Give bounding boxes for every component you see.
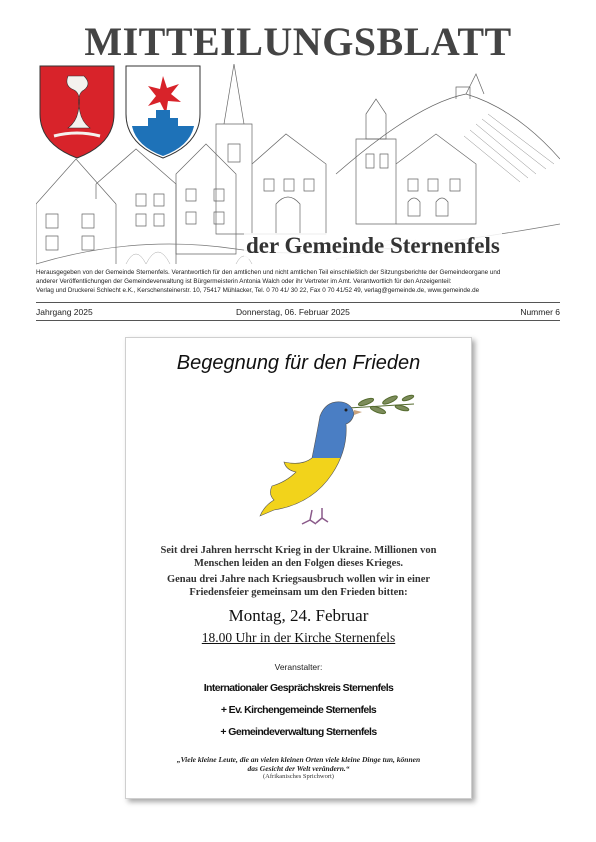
- text-line: Friedensfeier gemeinsam um den Frieden bitten:: [189, 587, 408, 598]
- coat-of-arms-left: [40, 66, 114, 158]
- imprint-line: Verlag und Druckerei Schlecht e.K., Kerschensteinerstr. 10, 75417 Mühlacker, Tel. 0 70 41/ 30 22, Fax 0 70 41/52 49, verlag@gemeinde.de, www.gemeinde.de: [36, 287, 480, 294]
- imprint-line: anderer Veröffentlichungen der Gemeindeverwaltung ist Bürgermeisterin Antonia Walch oder ihr Vertreter im Amt. Verantwortlich für den Anzeigenteil:: [36, 278, 452, 285]
- poster-title: Begegnung für den Frieden: [176, 352, 421, 374]
- issue-date: Donnerstag, 06. Februar 2025: [236, 307, 350, 317]
- poster-quote: [126, 755, 471, 773]
- divider: [36, 302, 560, 303]
- organizer-item: + Gemeindeverwaltung Sternenfels: [220, 726, 377, 738]
- event-poster: [125, 337, 472, 799]
- issue-info-row: [36, 307, 560, 319]
- issue-volume: Jahrgang 2025: [36, 307, 93, 317]
- organizer-item: + Ev. Kirchengemeinde Sternenfels: [220, 704, 377, 716]
- imprint: [36, 268, 562, 295]
- quote-line: das Gesicht der Welt verändern.“: [247, 764, 350, 773]
- coat-of-arms-right: [126, 66, 200, 158]
- imprint-line: Herausgegeben von der Gemeinde Sternenfels. Verantwortlich für den amtlichen und nicht amtlichen Teil einschließlich der Sitzungsberichte der Gemeindeorgane und: [36, 269, 501, 276]
- divider: [36, 320, 560, 321]
- event-time-place-text: 18.00 Uhr in der Kirche Sternenfels: [201, 630, 396, 645]
- poster-paragraph-1: [126, 544, 471, 570]
- peace-dove-illustration: [226, 386, 416, 526]
- masthead-subtitle: der Gemeinde Sternenfels: [246, 233, 500, 258]
- event-date: Montag, 24. Februar: [228, 606, 369, 625]
- text-line: Genau drei Jahre nach Kriegsausbruch wollen wir in einer: [166, 574, 431, 585]
- text-line: Menschen leiden an den Folgen dieses Krieges.: [193, 558, 404, 569]
- text-line: Seit drei Jahren herrscht Krieg in der Ukraine. Millionen von: [160, 545, 437, 556]
- organizer-item: Internationaler Gesprächskreis Sternenfels: [203, 682, 394, 694]
- quote-source: (Afrikanisches Sprichwort): [263, 773, 334, 780]
- masthead-title: MITTEILUNGSBLATT: [84, 19, 512, 64]
- event-time-place: [126, 630, 471, 646]
- issue-number: Nummer 6: [520, 307, 560, 317]
- poster-paragraph-2: [126, 573, 471, 599]
- organizers-label: Veranstalter:: [274, 662, 323, 672]
- quote-line: „Viele kleine Leute, die an vielen kleinen Orten viele kleine Dinge tun, können: [176, 755, 421, 764]
